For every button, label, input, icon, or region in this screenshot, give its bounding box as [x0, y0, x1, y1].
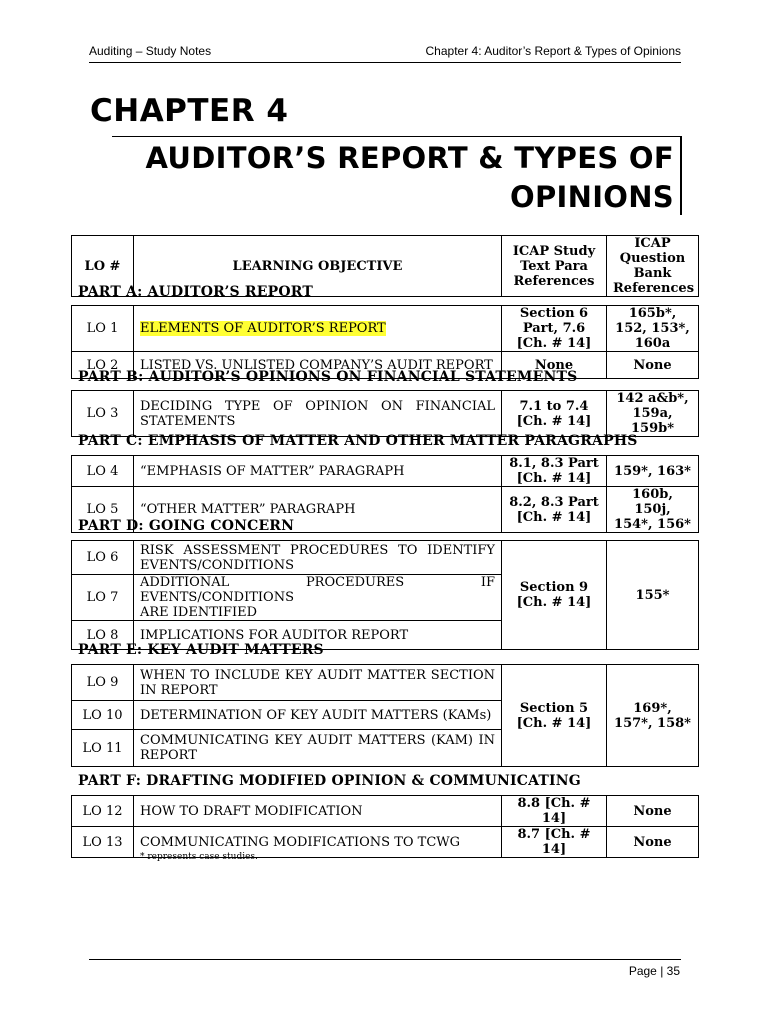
objective-line2: IN REPORT	[140, 682, 218, 698]
bank-reference: 160b, 150j, 154*, 156*	[607, 487, 699, 533]
part-e-heading: PART E: KEY AUDIT MATTERS	[78, 642, 324, 658]
objective-line2: STATEMENTS	[140, 413, 236, 429]
objective-line1: WHEN TO INCLUDE KEY AUDIT MATTER SECTION	[140, 667, 495, 683]
table-row	[72, 306, 699, 352]
bank-reference: 142 a&b*, 159a, 159b*	[607, 391, 699, 437]
highlighted-objective: ELEMENTS OF AUDITOR’S REPORT	[140, 321, 386, 336]
text-reference: Section 6 Part, 7.6 [Ch. # 14]	[502, 306, 607, 352]
objective	[134, 541, 502, 575]
text-reference: 8.8 [Ch. # 14]	[502, 796, 607, 827]
part-f-table	[71, 795, 699, 858]
part-c-heading: PART C: EMPHASIS OF MATTER AND OTHER MATTER PARAGRAPHS	[78, 433, 638, 449]
table-row	[72, 541, 699, 575]
part-f-heading: PART F: DRAFTING MODIFIED OPINION & COMMUNICATING	[78, 773, 581, 789]
lo-number: LO 1	[72, 306, 134, 352]
objective	[134, 730, 502, 767]
lo-number: LO 12	[72, 796, 134, 827]
objective: COMMUNICATING MODIFICATIONS TO TCWG	[134, 827, 502, 858]
table-row	[72, 391, 699, 437]
lo-number: LO 6	[72, 541, 134, 575]
objective: DETERMINATION OF KEY AUDIT MATTERS (KAMs)	[134, 701, 502, 730]
objective	[134, 306, 502, 352]
col-objective: LEARNING OBJECTIVE	[134, 236, 502, 297]
header-right: Chapter 4: Auditor’s Report & Types of Opinions	[425, 44, 681, 58]
text-reference: 7.1 to 7.4 [Ch. # 14]	[502, 391, 607, 437]
col-icap-text: ICAP Study Text Para References	[502, 236, 607, 297]
bank-reference: 165b*, 152, 153*, 160a	[607, 306, 699, 352]
chapter-title-box	[112, 136, 682, 215]
objective-line2: ARE IDENTIFIED	[140, 605, 258, 620]
lo-number: LO 4	[72, 456, 134, 487]
chapter-title-line1: AUDITOR’S REPORT & TYPES OF	[145, 141, 674, 175]
objective: IMPLICATIONS FOR AUDITOR REPORT	[134, 621, 502, 650]
chapter-number: CHAPTER 4	[90, 93, 289, 129]
header-left: Auditing – Study Notes	[89, 44, 212, 58]
objective-line1: COMMUNICATING KEY AUDIT MATTERS (KAM) IN	[140, 733, 495, 748]
lo-number: LO 11	[72, 730, 134, 767]
col-lo: LO #	[72, 236, 134, 297]
text-reference: 8.2, 8.3 Part [Ch. # 14]	[502, 487, 607, 533]
objective-line2: EVENTS/CONDITIONS	[140, 557, 294, 573]
objective-line1: RISK ASSESSMENT PROCEDURES TO IDENTIFY	[140, 542, 495, 558]
chapter-title-line2: OPINIONS	[510, 180, 674, 214]
lo-number: LO 10	[72, 701, 134, 730]
bank-reference: None	[607, 796, 699, 827]
table-row	[72, 665, 699, 701]
bank-reference: None	[607, 827, 699, 858]
lo-number: LO 13	[72, 827, 134, 858]
part-d-table	[71, 540, 699, 650]
table-row	[72, 456, 699, 487]
text-reference: 8.7 [Ch. # 14]	[502, 827, 607, 858]
case-study-note: * represents case studies.	[140, 852, 258, 862]
lo-number: LO 8	[72, 621, 134, 650]
objective	[134, 391, 502, 437]
bank-reference: 169*, 157*, 158*	[607, 665, 699, 767]
text-reference: Section 5 [Ch. # 14]	[502, 665, 607, 767]
objective: LISTED VS. UNLISTED COMPANY’S AUDIT REPORT	[134, 352, 502, 379]
part-e-table	[71, 664, 699, 767]
chapter-title	[114, 139, 674, 217]
text-reference: None	[502, 352, 607, 379]
col-icap-bank: ICAP Question Bank References	[607, 236, 699, 297]
objective	[134, 665, 502, 701]
objective-line1: ADDITIONAL PROCEDURES IF EVENTS/CONDITIONS	[140, 575, 495, 605]
part-a-table	[71, 305, 699, 379]
objective: “EMPHASIS OF MATTER” PARAGRAPH	[134, 456, 502, 487]
lo-number: LO 7	[72, 575, 134, 621]
part-d-heading: PART D: GOING CONCERN	[78, 518, 295, 534]
objective	[134, 575, 502, 621]
footer-rule	[89, 959, 681, 960]
running-header	[89, 44, 681, 63]
page-number: Page | 35	[628, 964, 680, 978]
lo-number: LO 3	[72, 391, 134, 437]
text-reference: Section 9 [Ch. # 14]	[502, 541, 607, 650]
part-b-heading: PART B: AUDITOR’S OPINIONS ON FINANCIAL STATEMENTS	[78, 369, 578, 385]
part-b-table	[71, 390, 699, 437]
bank-reference: 159*, 163*	[607, 456, 699, 487]
part-a-heading: PART A: AUDITOR’S REPORT	[78, 284, 313, 300]
bank-reference: 155*	[607, 541, 699, 650]
text-reference: 8.1, 8.3 Part [Ch. # 14]	[502, 456, 607, 487]
lo-number: LO 5	[72, 487, 134, 533]
table-row	[72, 796, 699, 827]
objective-line2: REPORT	[140, 748, 197, 763]
lo-number: LO 9	[72, 665, 134, 701]
objective: HOW TO DRAFT MODIFICATION	[134, 796, 502, 827]
lo-number: LO 2	[72, 352, 134, 379]
objective-line1: DECIDING TYPE OF OPINION ON FINANCIAL	[140, 398, 495, 414]
objective: “OTHER MATTER” PARAGRAPH	[134, 487, 502, 533]
bank-reference: None	[607, 352, 699, 379]
